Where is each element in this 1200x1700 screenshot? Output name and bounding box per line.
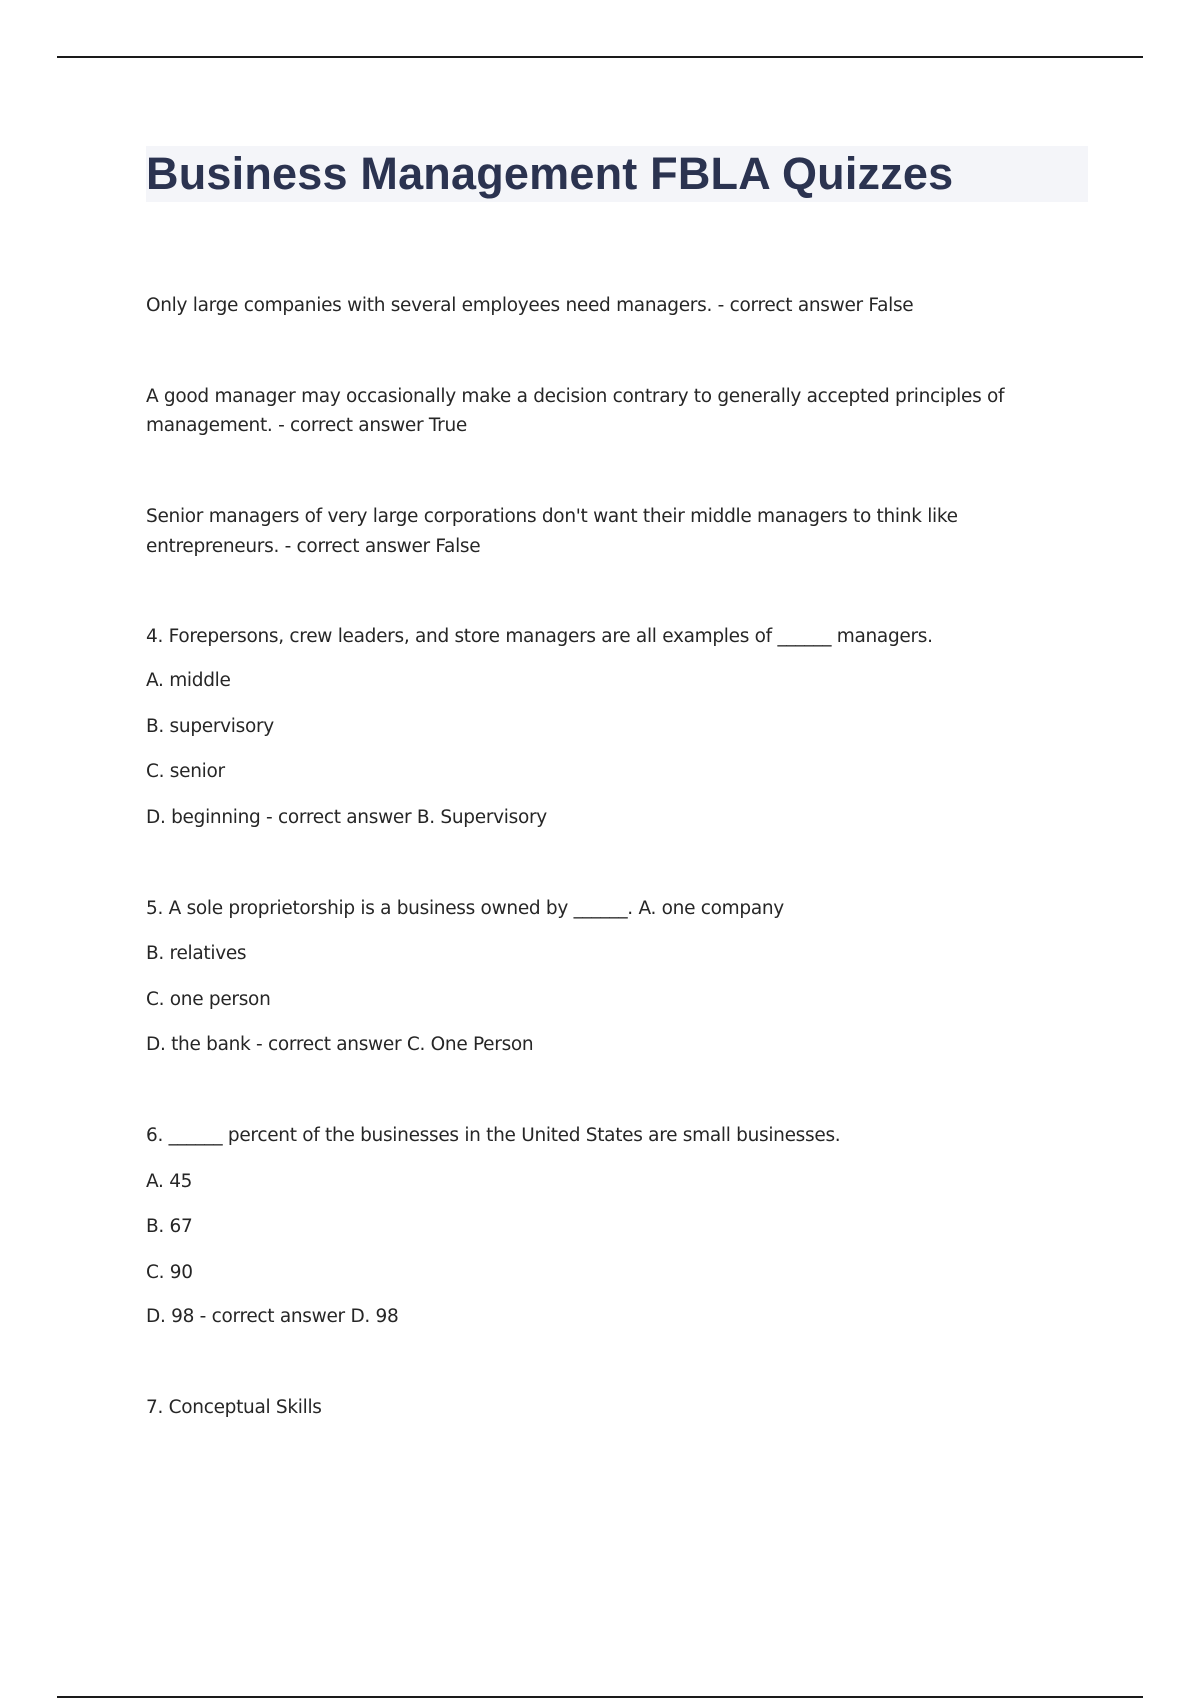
question-3-line-1: Senior managers of very large corporations don't want their middle managers to think like bbox=[146, 506, 958, 527]
question-6-option-b: B. 67 bbox=[146, 1216, 193, 1237]
question-4-stem: 4. Forepersons, crew leaders, and store managers are all examples of ______ managers. bbox=[146, 626, 933, 647]
question-2-line-2: management. - correct answer True bbox=[146, 415, 467, 436]
footer-rule bbox=[57, 1696, 1143, 1698]
question-5-option-c: C. one person bbox=[146, 989, 271, 1010]
question-6-option-a: A. 45 bbox=[146, 1171, 193, 1192]
question-1: Only large companies with several employees need managers. - correct answer False bbox=[146, 295, 914, 316]
question-5-option-b: B. relatives bbox=[146, 943, 247, 964]
question-5-stem: 5. A sole proprietorship is a business owned by ______. A. one company bbox=[146, 898, 784, 919]
question-2-line-1: A good manager may occasionally make a decision contrary to generally accepted principles of bbox=[146, 386, 1005, 407]
question-6-stem: 6. ______ percent of the businesses in the United States are small businesses. bbox=[146, 1125, 841, 1146]
question-4-option-d: D. beginning - correct answer B. Supervisory bbox=[146, 807, 547, 828]
question-3-line-2: entrepreneurs. - correct answer False bbox=[146, 536, 481, 557]
question-4-option-a: A. middle bbox=[146, 670, 231, 691]
header-rule bbox=[57, 56, 1143, 58]
question-7-stem: 7. Conceptual Skills bbox=[146, 1397, 322, 1418]
question-4-option-c: C. senior bbox=[146, 761, 225, 782]
question-5-option-d: D. the bank - correct answer C. One Person bbox=[146, 1034, 534, 1055]
question-4-option-b: B. supervisory bbox=[146, 716, 274, 737]
question-6-option-d: D. 98 - correct answer D. 98 bbox=[146, 1306, 399, 1327]
question-6-option-c: C. 90 bbox=[146, 1262, 193, 1283]
document-title: Business Management FBLA Quizzes bbox=[146, 148, 954, 199]
